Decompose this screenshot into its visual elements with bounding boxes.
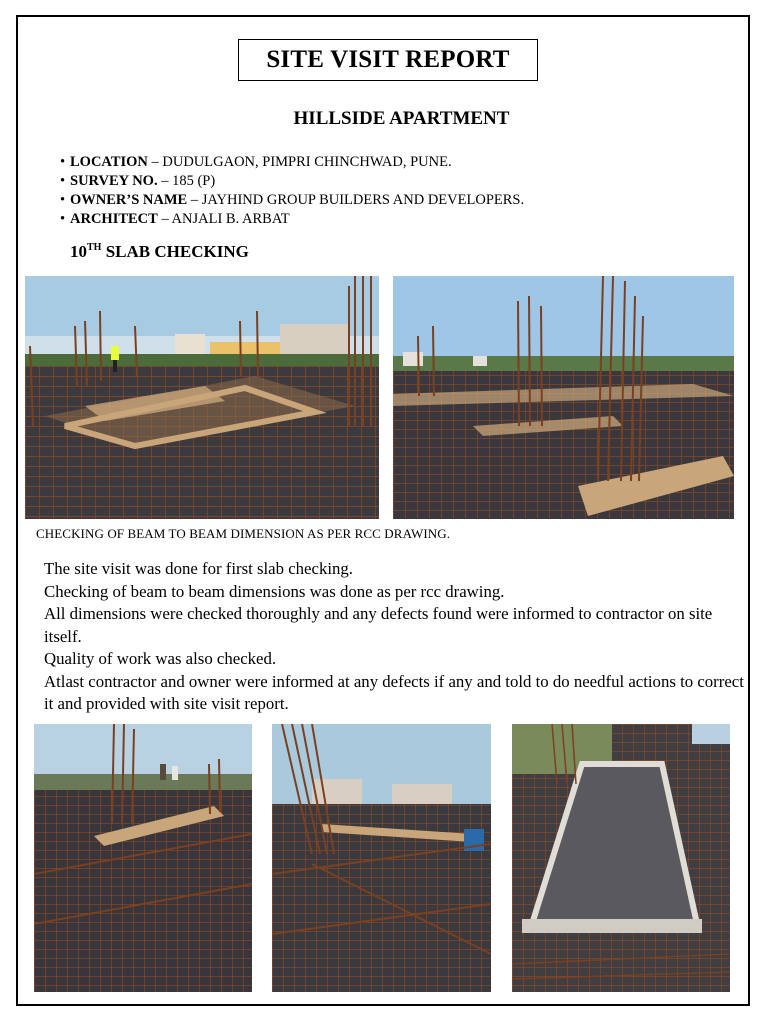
detail-survey-no	[60, 172, 524, 191]
detail-value: JAYHIND GROUP BUILDERS AND DEVELOPERS.	[201, 192, 525, 208]
site-photo-4	[272, 724, 491, 992]
bullet: •	[60, 192, 66, 208]
section-heading	[70, 242, 249, 262]
site-photo-3	[34, 724, 252, 992]
detail-architect	[60, 210, 524, 229]
project-details-list	[60, 153, 524, 229]
detail-value: ANJALI B. ARBAT	[171, 211, 290, 227]
detail-separator: –	[157, 173, 173, 189]
section-number: 10	[70, 242, 87, 261]
detail-label: ARCHITECT	[70, 211, 158, 227]
detail-label: SURVEY NO.	[70, 173, 158, 189]
body-paragraph: Atlast contractor and owner were informed at any defects if any and told to do needful actions to correct it and provided with site visit report.	[44, 671, 744, 713]
bullet: •	[60, 154, 66, 170]
detail-value: DUDULGAON, PIMPRI CHINCHWAD, PUNE.	[162, 154, 452, 170]
detail-location	[60, 153, 524, 172]
report-body	[44, 558, 744, 716]
project-name: HILLSIDE APARTMENT	[293, 108, 510, 129]
detail-separator: –	[157, 211, 169, 227]
detail-label: LOCATION	[70, 154, 148, 170]
section-ordinal: TH	[87, 242, 102, 253]
bullet: •	[60, 211, 66, 227]
detail-owner	[60, 191, 524, 210]
detail-separator: –	[187, 192, 202, 208]
body-paragraph: Quality of work was also checked.	[44, 649, 277, 668]
section-title: SLAB CHECKING	[105, 242, 249, 261]
detail-value: 185 (P)	[172, 173, 216, 189]
site-photo-5	[512, 724, 730, 992]
detail-separator: –	[147, 154, 163, 170]
body-paragraph: The site visit was done for first slab checking.	[44, 559, 353, 578]
detail-label: OWNER’S NAME	[70, 192, 188, 208]
body-paragraph: Checking of beam to beam dimensions was done as per rcc drawing.	[44, 581, 505, 601]
site-photo-2	[393, 276, 734, 519]
photo-caption: CHECKING OF BEAM TO BEAM DIMENSION AS PER RCC DRAWING.	[36, 526, 451, 541]
body-paragraph: All dimensions were checked thoroughly and any defects found were informed to contractor on site itself.	[44, 604, 713, 646]
bullet: •	[60, 173, 66, 189]
report-title: SITE VISIT REPORT	[238, 39, 538, 81]
site-photo-1	[25, 276, 379, 519]
